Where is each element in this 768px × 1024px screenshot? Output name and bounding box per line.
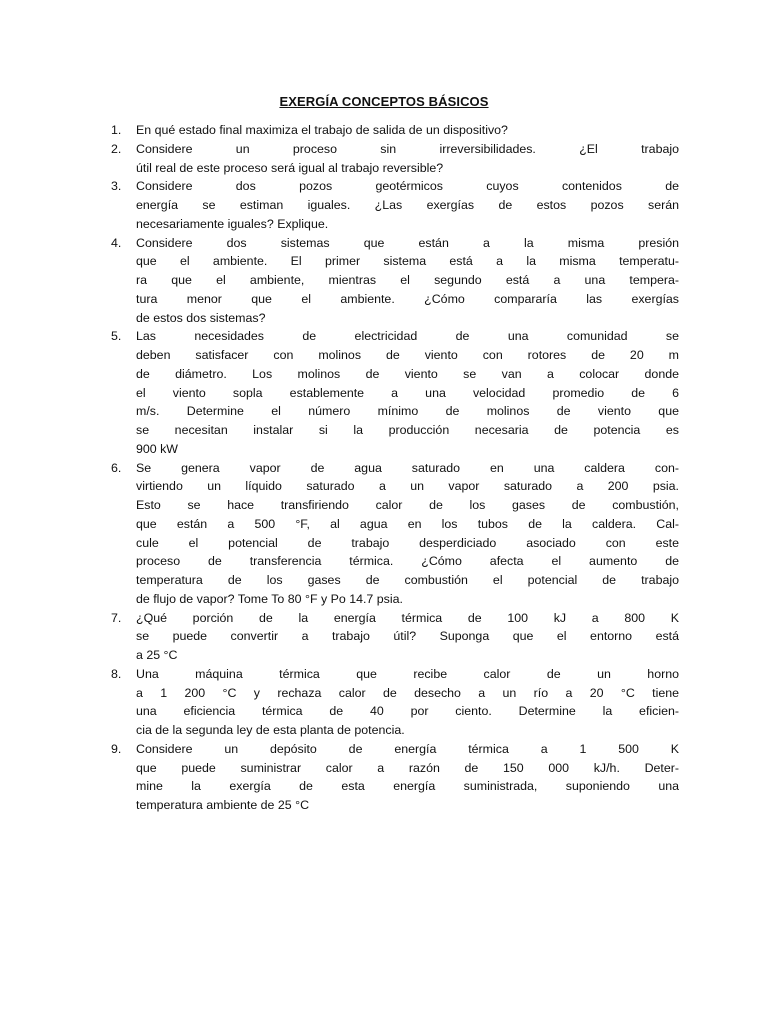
question-item bbox=[111, 140, 679, 178]
question-text-line: deben satisfacer con molinos de viento con rotores de 20 m bbox=[136, 348, 679, 362]
question-text-line: de flujo de vapor? Tome To 80 °F y Po 14.7 psia. bbox=[136, 591, 403, 606]
page-title: EXERGÍA CONCEPTOS BÁSICOS bbox=[279, 94, 489, 109]
question-item bbox=[111, 327, 679, 458]
question-text-line: mine la exergía de esta energía suministrada, suponiendo una bbox=[136, 779, 679, 794]
question-text-line: el viento sopla establemente a una velocidad promedio de 6 bbox=[136, 385, 679, 400]
question-text-line: que están a 500 °F, al agua en los tubos de la caldera. Cal- bbox=[136, 516, 679, 531]
question-text-line: a 25 °C bbox=[136, 648, 178, 662]
question-text-line: proceso de transferencia térmica. ¿Cómo afecta el aumento de bbox=[136, 554, 679, 569]
question-text-line: Considere un proceso sin irreversibilidades. ¿El trabajo bbox=[136, 141, 679, 156]
question-item bbox=[111, 177, 679, 233]
question-text-line: energía se estiman iguales. ¿Las exergías de estos pozos serán bbox=[136, 198, 679, 212]
question-text-line: de diámetro. Los molinos de viento se van a colocar donde bbox=[136, 366, 679, 381]
question-text-line: de estos dos sistemas? bbox=[136, 310, 266, 325]
question-text-line: temperatura de los gases de combustión el potencial de trabajo bbox=[136, 573, 679, 587]
question-text-line: Considere un depósito de energía térmica a 1 500 K bbox=[136, 741, 679, 756]
question-text-line: tura menor que el ambiente. ¿Cómo compararía las exergías bbox=[136, 291, 679, 306]
question-text-line: a 1 200 °C y rechaza calor de desecho a un río a 20 °C tiene bbox=[136, 685, 679, 700]
question-text-line: En qué estado final maximiza el trabajo de salida de un dispositivo? bbox=[136, 123, 508, 137]
question-item bbox=[111, 459, 679, 609]
question-text-line: que el ambiente. El primer sistema está a la misma temperatu- bbox=[136, 254, 679, 269]
question-text-line: útil real de este proceso será igual al trabajo reversible? bbox=[136, 160, 444, 175]
question-text-line: se necesitan instalar si la producción necesaria de potencia es bbox=[136, 423, 679, 437]
question-item bbox=[111, 121, 679, 140]
question-text-line: se puede convertir a trabajo útil? Suponga que el entorno está bbox=[136, 629, 679, 644]
question-number: 1. bbox=[111, 123, 122, 137]
question-text-line: Considere dos sistemas que están a la misma presión bbox=[136, 235, 679, 250]
question-text-line: ra que el ambiente, mientras el segundo está a una tempera- bbox=[136, 273, 679, 287]
question-number: 5. bbox=[111, 329, 122, 344]
question-text-line: m/s. Determine el número mínimo de molinos de viento que bbox=[136, 404, 679, 419]
question-item bbox=[111, 740, 679, 815]
question-text-line: necesariamente iguales? Explique. bbox=[136, 216, 329, 231]
question-text-line: 900 kW bbox=[136, 441, 179, 456]
question-list bbox=[111, 121, 679, 815]
question-text-line: ¿Qué porción de la energía térmica de 100 kJ a 800 K bbox=[136, 610, 679, 625]
question-number: 7. bbox=[111, 610, 122, 625]
question-number: 8. bbox=[111, 666, 122, 681]
question-number: 6. bbox=[111, 460, 122, 475]
question-text-line: Las necesidades de electricidad de una comunidad se bbox=[136, 329, 679, 344]
question-text-line: Una máquina térmica que recibe calor de un horno bbox=[136, 666, 679, 681]
question-item bbox=[111, 609, 679, 665]
question-text-line: Considere dos pozos geotérmicos cuyos contenidos de bbox=[136, 179, 679, 194]
question-text-line: una eficiencia térmica de 40 por ciento. Determine la eficien- bbox=[136, 704, 679, 719]
question-text-line: virtiendo un líquido saturado a un vapor saturado a 200 psia. bbox=[136, 479, 679, 494]
question-text-line: cia de la segunda ley de esta planta de potencia. bbox=[136, 723, 405, 737]
question-text-line: Se genera vapor de agua saturado en una caldera con- bbox=[136, 460, 679, 475]
question-text-line: Esto se hace transfiriendo calor de los gases de combustión, bbox=[136, 498, 679, 512]
question-item bbox=[111, 665, 679, 740]
question-text-line: que puede suministrar calor a razón de 150 000 kJ/h. Deter- bbox=[136, 760, 679, 775]
question-number: 2. bbox=[111, 141, 122, 156]
question-number: 4. bbox=[111, 235, 122, 250]
question-text-line: temperatura ambiente de 25 °C bbox=[136, 798, 310, 812]
question-number: 9. bbox=[111, 741, 122, 756]
question-text-line: cule el potencial de trabajo desperdiciado asociado con este bbox=[136, 535, 679, 550]
question-number: 3. bbox=[111, 179, 122, 194]
question-item bbox=[111, 234, 679, 328]
